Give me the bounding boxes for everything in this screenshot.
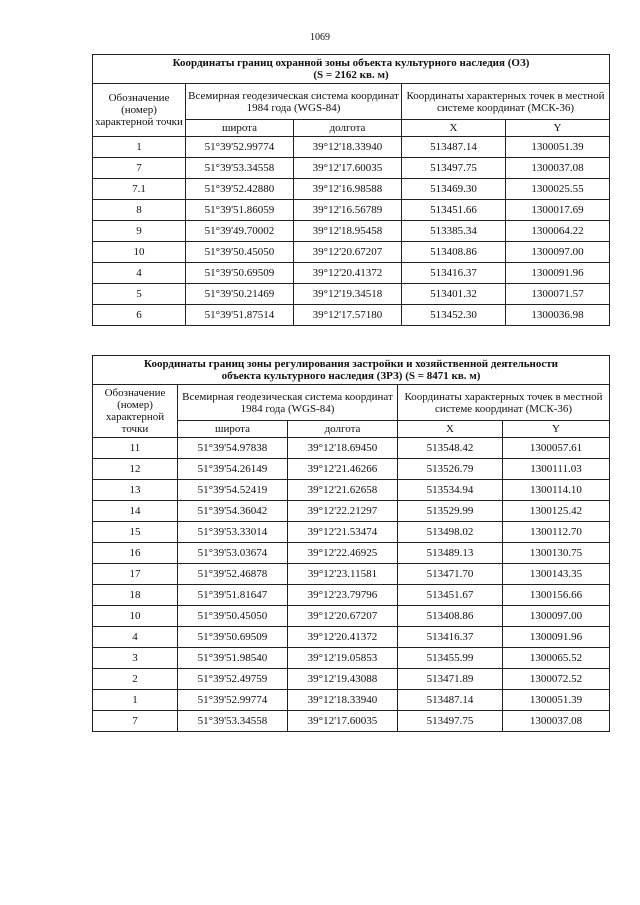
cell-point: 8 (93, 200, 186, 221)
cell-x: 513497.75 (398, 711, 503, 732)
cell-latitude: 51°39'50.69509 (186, 263, 294, 284)
cell-y: 1300072.52 (503, 669, 610, 690)
subheader-y: Y (506, 120, 610, 137)
cell-y: 1300036.98 (506, 305, 610, 326)
table-row (93, 648, 610, 669)
cell-point: 11 (93, 438, 178, 459)
cell-longitude: 39°12'22.46925 (288, 543, 398, 564)
table-row (93, 564, 610, 585)
table-row (93, 606, 610, 627)
cell-latitude: 51°39'51.81647 (178, 585, 288, 606)
cell-latitude: 51°39'54.52419 (178, 480, 288, 501)
header-msk36: Координаты характерных точек в местной системе координат (МСК-36) (402, 84, 610, 120)
cell-longitude: 39°12'16.98588 (294, 179, 402, 200)
subheader-x: X (402, 120, 506, 137)
cell-x: 513471.89 (398, 669, 503, 690)
subheader-latitude: широта (178, 421, 288, 438)
cell-y: 1300114.10 (503, 480, 610, 501)
cell-longitude: 39°12'19.43088 (288, 669, 398, 690)
cell-point: 15 (93, 522, 178, 543)
table-row (93, 263, 610, 284)
cell-longitude: 39°12'17.57180 (294, 305, 402, 326)
cell-point: 2 (93, 669, 178, 690)
table-title-line2: объекта культурного наследия (ЗРЗ) (S = 8471 кв. м) (221, 370, 481, 382)
cell-x: 513451.66 (402, 200, 506, 221)
cell-point: 4 (93, 263, 186, 284)
table-row (93, 711, 610, 732)
table-row (93, 543, 610, 564)
cell-latitude: 51°39'53.34558 (186, 158, 294, 179)
table-title (93, 356, 610, 385)
subheader-y: Y (503, 421, 610, 438)
table-body (93, 137, 610, 326)
cell-longitude: 39°12'20.67207 (294, 242, 402, 263)
table-title-line1: Координаты границ зоны регулирования застройки и хозяйственной деятельности (144, 358, 559, 370)
cell-x: 513452.30 (402, 305, 506, 326)
table-title-line1: Координаты границ охранной зоны объекта культурного наследия (ОЗ) (172, 57, 530, 69)
table-row (93, 305, 610, 326)
cell-y: 1300065.52 (503, 648, 610, 669)
header-wgs84: Всемирная геодезическая система координат 1984 года (WGS-84) (178, 385, 398, 421)
cell-x: 513385.34 (402, 221, 506, 242)
cell-point: 18 (93, 585, 178, 606)
cell-latitude: 51°39'54.97838 (178, 438, 288, 459)
cell-x: 513526.79 (398, 459, 503, 480)
cell-latitude: 51°39'52.99774 (186, 137, 294, 158)
table-row (93, 158, 610, 179)
header-msk36: Координаты характерных точек в местной системе координат (МСК-36) (398, 385, 610, 421)
table-row (93, 669, 610, 690)
cell-y: 1300112.70 (503, 522, 610, 543)
cell-x: 513529.99 (398, 501, 503, 522)
cell-latitude: 51°39'49.70002 (186, 221, 294, 242)
cell-longitude: 39°12'23.79796 (288, 585, 398, 606)
cell-y: 1300097.00 (506, 242, 610, 263)
table-row (93, 627, 610, 648)
table-title (93, 55, 610, 84)
cell-longitude: 39°12'23.11581 (288, 564, 398, 585)
cell-y: 1300156.66 (503, 585, 610, 606)
cell-latitude: 51°39'52.42880 (186, 179, 294, 200)
subheader-x: X (398, 421, 503, 438)
cell-x: 513487.14 (402, 137, 506, 158)
table-row (93, 459, 610, 480)
header-wgs84: Всемирная геодезическая система координат 1984 года (WGS-84) (186, 84, 402, 120)
cell-latitude: 51°39'52.46878 (178, 564, 288, 585)
cell-latitude: 51°39'51.86059 (186, 200, 294, 221)
cell-point: 3 (93, 648, 178, 669)
cell-point: 10 (93, 242, 186, 263)
cell-x: 513451.67 (398, 585, 503, 606)
cell-longitude: 39°12'18.33940 (294, 137, 402, 158)
cell-latitude: 51°39'50.69509 (178, 627, 288, 648)
cell-point: 10 (93, 606, 178, 627)
cell-point: 7 (93, 158, 186, 179)
table-body (93, 438, 610, 732)
cell-x: 513498.02 (398, 522, 503, 543)
cell-point: 7 (93, 711, 178, 732)
cell-longitude: 39°12'17.60035 (294, 158, 402, 179)
page-number: 1069 (310, 32, 330, 43)
cell-latitude: 51°39'51.98540 (178, 648, 288, 669)
cell-x: 513471.70 (398, 564, 503, 585)
oz-coordinates-table (92, 54, 610, 326)
cell-latitude: 51°39'52.49759 (178, 669, 288, 690)
cell-x: 513548.42 (398, 438, 503, 459)
cell-longitude: 39°12'18.69450 (288, 438, 398, 459)
cell-latitude: 51°39'50.45050 (178, 606, 288, 627)
table-row (93, 690, 610, 711)
cell-y: 1300091.96 (503, 627, 610, 648)
cell-y: 1300130.75 (503, 543, 610, 564)
cell-latitude: 51°39'50.21469 (186, 284, 294, 305)
cell-latitude: 51°39'50.45050 (186, 242, 294, 263)
cell-point: 13 (93, 480, 178, 501)
cell-y: 1300017.69 (506, 200, 610, 221)
cell-x: 513408.86 (402, 242, 506, 263)
table-row (93, 179, 610, 200)
cell-point: 1 (93, 137, 186, 158)
table-row (93, 221, 610, 242)
cell-point: 14 (93, 501, 178, 522)
cell-x: 513416.37 (402, 263, 506, 284)
cell-longitude: 39°12'20.41372 (288, 627, 398, 648)
cell-x: 513489.13 (398, 543, 503, 564)
cell-y: 1300051.39 (506, 137, 610, 158)
cell-point: 4 (93, 627, 178, 648)
cell-longitude: 39°12'19.34518 (294, 284, 402, 305)
cell-point: 6 (93, 305, 186, 326)
cell-point: 16 (93, 543, 178, 564)
cell-y: 1300057.61 (503, 438, 610, 459)
cell-x: 513487.14 (398, 690, 503, 711)
cell-point: 9 (93, 221, 186, 242)
cell-latitude: 51°39'54.26149 (178, 459, 288, 480)
cell-longitude: 39°12'18.33940 (288, 690, 398, 711)
cell-x: 513497.75 (402, 158, 506, 179)
cell-y: 1300037.08 (506, 158, 610, 179)
cell-longitude: 39°12'16.56789 (294, 200, 402, 221)
table-row (93, 137, 610, 158)
cell-point: 7.1 (93, 179, 186, 200)
cell-point: 12 (93, 459, 178, 480)
table-row (93, 501, 610, 522)
table-row (93, 284, 610, 305)
cell-latitude: 51°39'54.36042 (178, 501, 288, 522)
table-row (93, 522, 610, 543)
cell-longitude: 39°12'20.41372 (294, 263, 402, 284)
cell-y: 1300064.22 (506, 221, 610, 242)
table-row (93, 200, 610, 221)
cell-longitude: 39°12'21.46266 (288, 459, 398, 480)
cell-point: 1 (93, 690, 178, 711)
zrz-coordinates-table (92, 355, 610, 732)
cell-x: 513408.86 (398, 606, 503, 627)
cell-latitude: 51°39'52.99774 (178, 690, 288, 711)
cell-x: 513416.37 (398, 627, 503, 648)
cell-longitude: 39°12'20.67207 (288, 606, 398, 627)
cell-longitude: 39°12'19.05853 (288, 648, 398, 669)
subheader-longitude: долгота (294, 120, 402, 137)
table-title-line2: (S = 2162 кв. м) (313, 69, 389, 81)
cell-y: 1300143.35 (503, 564, 610, 585)
cell-y: 1300111.03 (503, 459, 610, 480)
cell-y: 1300071.57 (506, 284, 610, 305)
cell-longitude: 39°12'21.62658 (288, 480, 398, 501)
table-row (93, 585, 610, 606)
cell-x: 513401.32 (402, 284, 506, 305)
cell-x: 513469.30 (402, 179, 506, 200)
table-row (93, 242, 610, 263)
cell-y: 1300097.00 (503, 606, 610, 627)
cell-y: 1300125.42 (503, 501, 610, 522)
cell-longitude: 39°12'21.53474 (288, 522, 398, 543)
cell-latitude: 51°39'53.34558 (178, 711, 288, 732)
cell-y: 1300037.08 (503, 711, 610, 732)
cell-y: 1300025.55 (506, 179, 610, 200)
cell-point: 17 (93, 564, 178, 585)
cell-longitude: 39°12'17.60035 (288, 711, 398, 732)
cell-latitude: 51°39'53.33014 (178, 522, 288, 543)
cell-y: 1300051.39 (503, 690, 610, 711)
header-point: Обозначение (номер) характерной точки (93, 84, 186, 137)
table-row (93, 438, 610, 459)
cell-x: 513455.99 (398, 648, 503, 669)
table-row (93, 480, 610, 501)
subheader-latitude: широта (186, 120, 294, 137)
cell-y: 1300091.96 (506, 263, 610, 284)
cell-latitude: 51°39'51.87514 (186, 305, 294, 326)
subheader-longitude: долгота (288, 421, 398, 438)
cell-longitude: 39°12'18.95458 (294, 221, 402, 242)
header-point: Обозначение (номер) характерной точки (93, 385, 178, 438)
cell-point: 5 (93, 284, 186, 305)
cell-latitude: 51°39'53.03674 (178, 543, 288, 564)
cell-longitude: 39°12'22.21297 (288, 501, 398, 522)
cell-x: 513534.94 (398, 480, 503, 501)
